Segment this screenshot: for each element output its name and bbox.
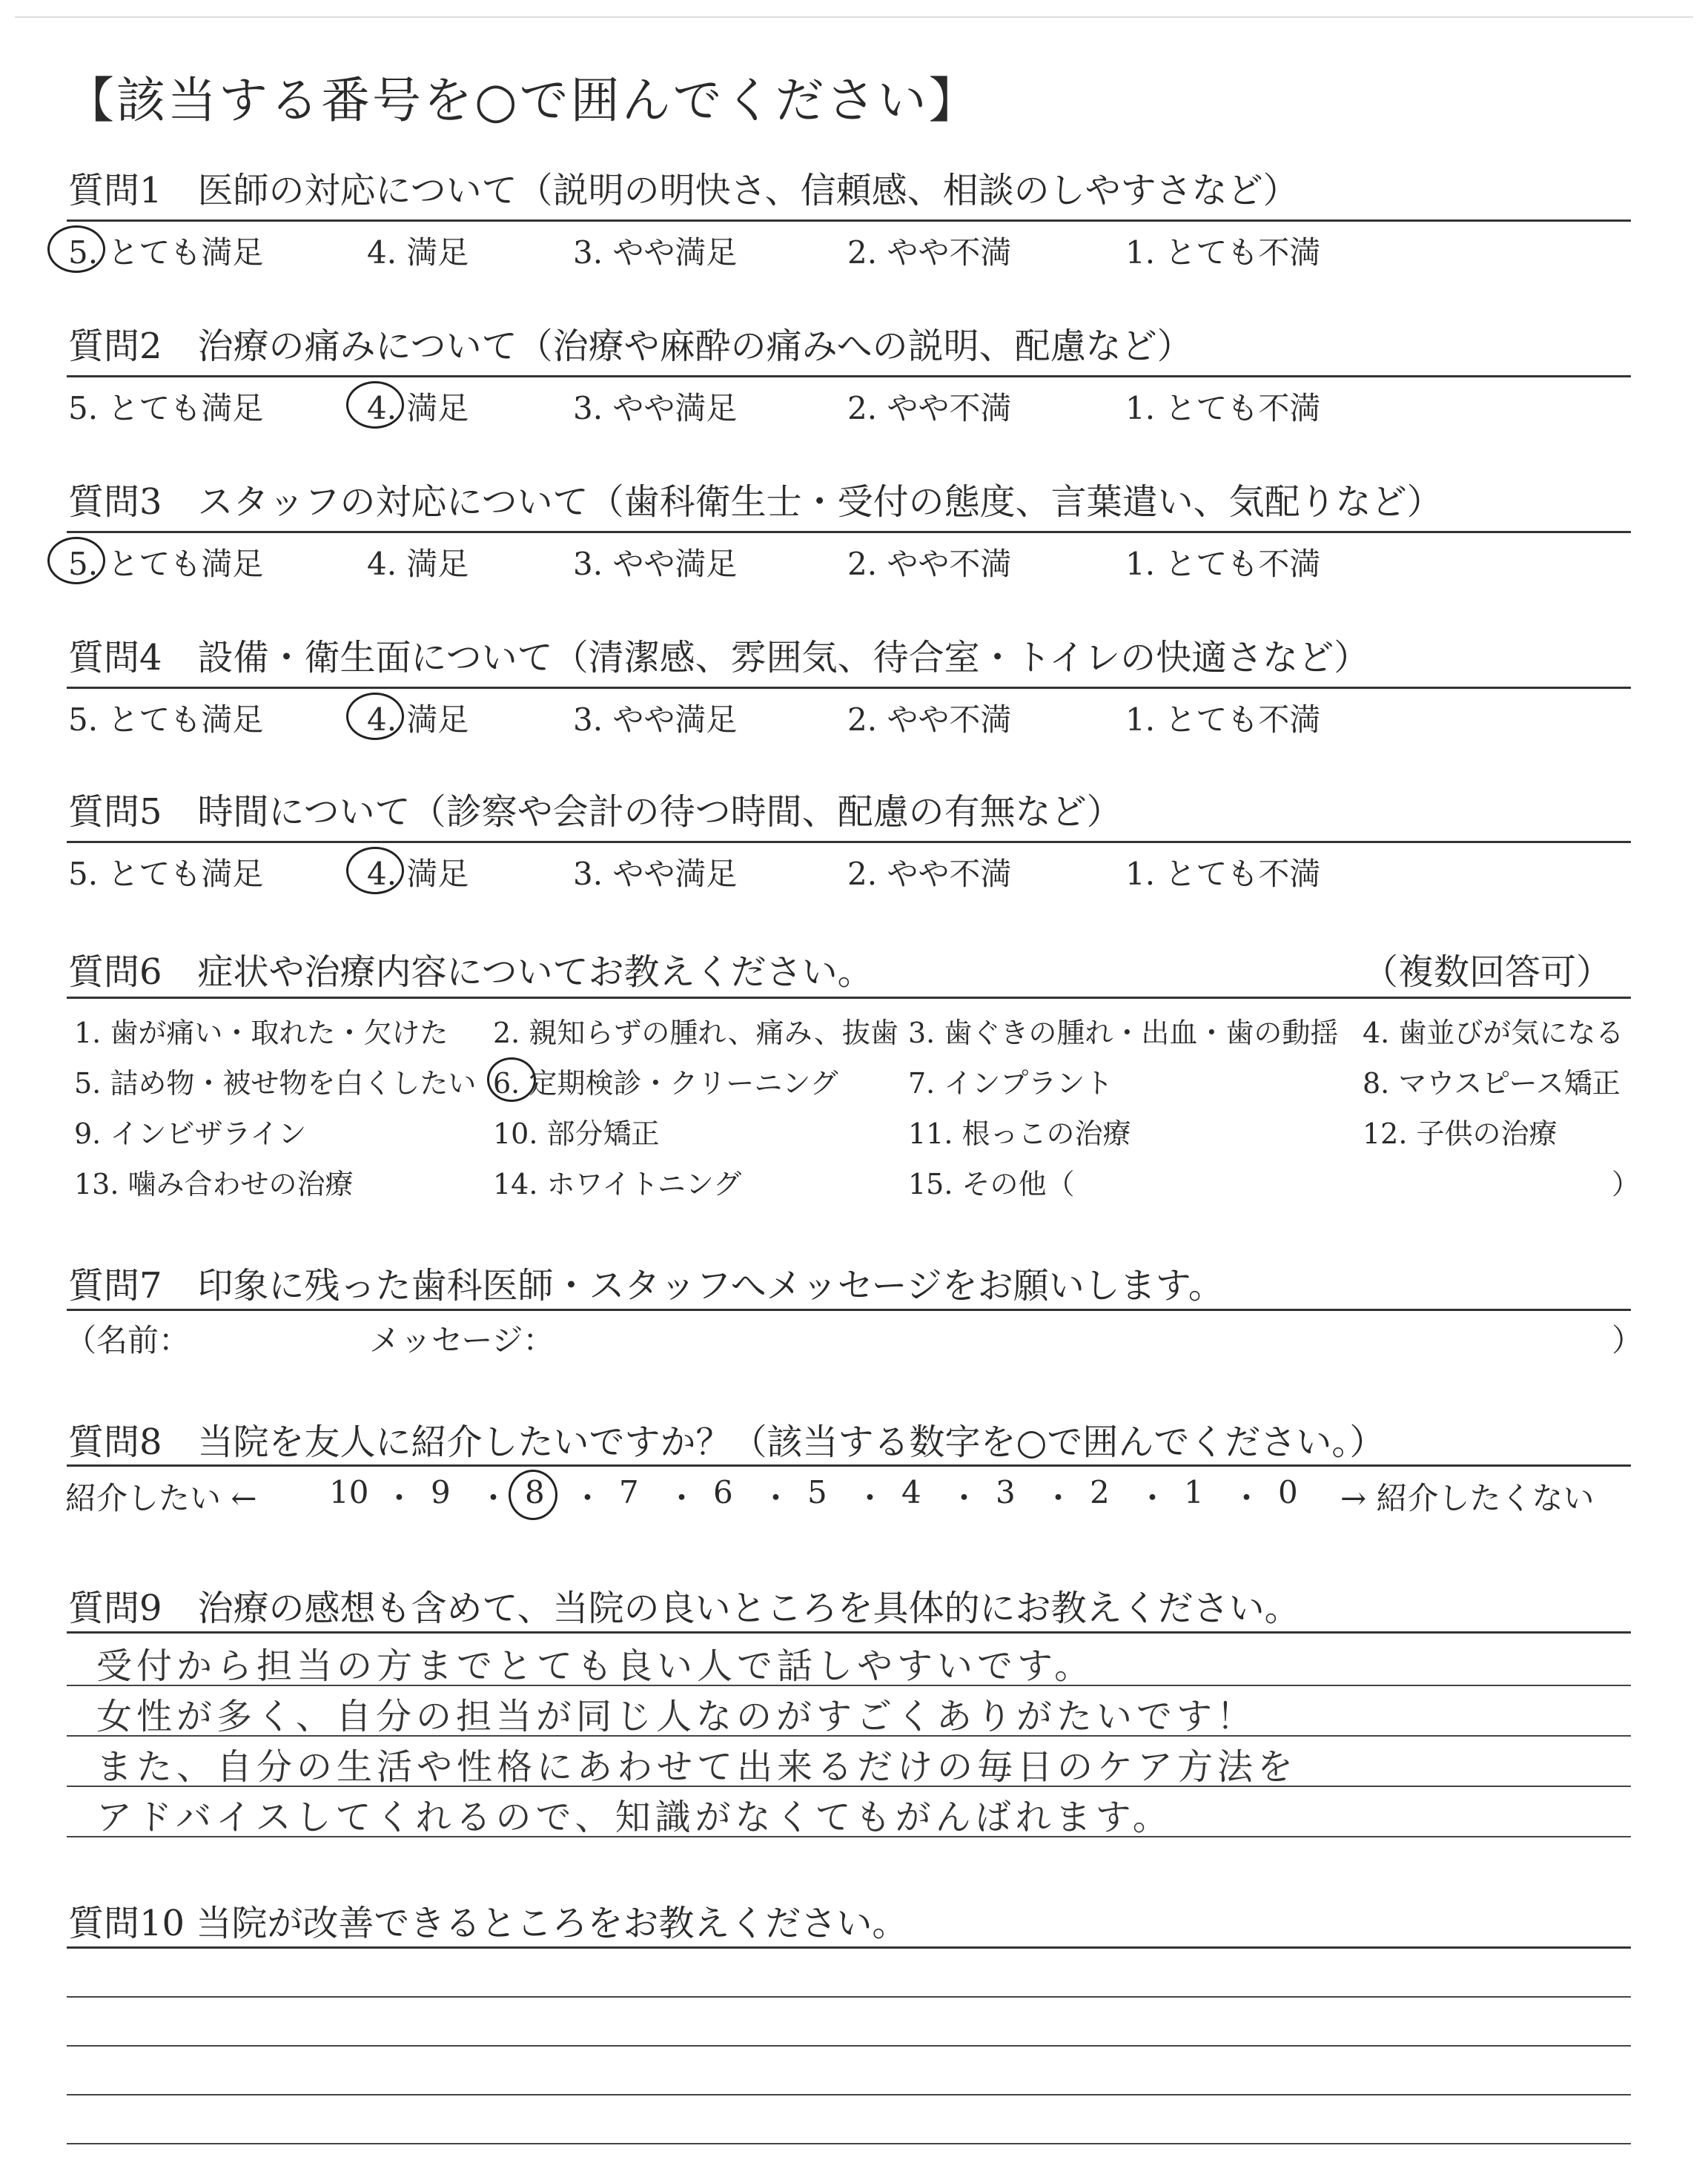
q2-option[interactable]: 1. とても不満 (1125, 390, 1321, 426)
q8-left-label: 紹介したい ← (65, 1480, 257, 1516)
q1-label: 質問1 医師の対応について（説明の明快さ、信頼感、相談のしやすさなど） (68, 170, 1299, 211)
q5-option[interactable]: 2. やや不満 (847, 856, 1012, 892)
q2-option[interactable]: 2. やや不満 (847, 390, 1012, 426)
selected-circle (346, 381, 404, 429)
q6-rule (67, 997, 1631, 999)
q8-separator: ・ (1231, 1480, 1262, 1516)
q10-answer-line (67, 1996, 1631, 1998)
q8-number[interactable]: 10 (329, 1474, 369, 1510)
q8-separator: ・ (948, 1480, 980, 1516)
q6-option[interactable]: 5. 詰め物・被せ物を白くしたい (74, 1067, 477, 1100)
q9-answer-line: 女性が多く、自分の担当が同じ人なのがすごくありがたいです！ (96, 1696, 1257, 1737)
selected-circle (487, 1057, 536, 1102)
q6-option[interactable]: 8. マウスピース矯正 (1363, 1067, 1621, 1100)
q1-option[interactable]: 5. とても満足 (68, 234, 264, 271)
q8-separator: ・ (760, 1480, 792, 1516)
q9-label: 質問9 治療の感想も含めて、当院の良いところを具体的にお教えください。 (68, 1588, 1300, 1629)
q6-option[interactable]: 1. 歯が痛い・取れた・欠けた (74, 1017, 448, 1049)
q6-option[interactable]: 15. その他（ (908, 1168, 1075, 1200)
q9-writing-line (67, 1685, 1631, 1686)
q2-option[interactable]: 5. とても満足 (68, 390, 264, 426)
q4-option[interactable]: 2. やや不満 (847, 701, 1012, 738)
q8-separator: ・ (666, 1480, 698, 1516)
q8-number[interactable]: 2 (1090, 1474, 1110, 1510)
q7-label: 質問7 印象に残った歯科医師・スタッフへメッセージをお願いします。 (68, 1265, 1224, 1307)
q10-answer-line (67, 2143, 1631, 2144)
q6-option[interactable]: 13. 噛み合わせの治療 (74, 1168, 354, 1200)
q8-label: 質問8 当院を友人に紹介したいですか？（該当する数字を○で囲んでください。） (68, 1421, 1386, 1463)
q4-label: 質問4 設備・衛生面について（清潔感、雰囲気、待合室・トイレの快適さなど） (68, 637, 1370, 678)
q4-option[interactable]: 4. 満足 (367, 701, 469, 738)
q4-option[interactable]: 3. やや満足 (573, 701, 738, 738)
q5-rule (67, 841, 1631, 843)
q5-option[interactable]: 1. とても不満 (1125, 856, 1321, 892)
q9-writing-line (67, 1786, 1631, 1787)
q8-number[interactable]: 6 (713, 1474, 733, 1510)
q7-close: ） (1612, 1322, 1644, 1358)
q10-answer-line (67, 2094, 1631, 2095)
q1-option[interactable]: 2. やや不満 (847, 234, 1012, 271)
q5-option[interactable]: 4. 満足 (367, 856, 469, 892)
q6-label: 質問6 症状や治療内容についてお教えください。 (68, 951, 873, 993)
q3-label: 質問3 スタッフの対応について（歯科衛生士・受付の態度、言葉遣い、気配りなど） (68, 481, 1443, 523)
selected-circle (346, 693, 404, 740)
q8-number[interactable]: 7 (619, 1474, 639, 1510)
q2-label: 質問2 治療の痛みについて（治療や麻酔の痛みへの説明、配慮など） (68, 326, 1193, 367)
q6-option[interactable]: 9. インビザライン (74, 1117, 307, 1150)
q6-note: （複数回答可） (1363, 951, 1612, 993)
page-title: 【該当する番号を○で囲んでください】 (65, 72, 980, 129)
selected-circle (509, 1470, 557, 1520)
q9-writing-line (67, 1836, 1631, 1837)
q4-option[interactable]: 5. とても満足 (68, 701, 264, 738)
q1-rule (67, 219, 1631, 222)
q6-option[interactable]: 7. インプラント (908, 1067, 1113, 1100)
q9-answer-line: また、自分の生活や性格にあわせて出来るだけの毎日のケア方法を (96, 1746, 1298, 1788)
q6-option[interactable]: ） (1612, 1168, 1641, 1200)
q9-writing-line (67, 1735, 1631, 1737)
q2-rule (67, 375, 1631, 377)
q10-answer-line (67, 2045, 1631, 2047)
q1-option[interactable]: 3. やや満足 (573, 234, 738, 271)
q8-separator: ・ (854, 1480, 886, 1516)
q7-name-label: （名前： (65, 1322, 191, 1358)
q8-number[interactable]: 4 (901, 1474, 921, 1510)
q3-option[interactable]: 4. 満足 (367, 546, 469, 582)
q3-option[interactable]: 2. やや不満 (847, 546, 1012, 582)
q8-separator: ・ (477, 1480, 509, 1516)
page-top-edge (15, 16, 1693, 18)
q8-separator: ・ (1136, 1480, 1168, 1516)
q10-rule (67, 1946, 1631, 1949)
q8-right-label: → 紹介したくない (1340, 1480, 1595, 1516)
q5-label: 質問5 時間について（診察や会計の待つ時間、配慮の有無など） (68, 791, 1122, 833)
q8-separator: ・ (383, 1480, 415, 1516)
q4-option[interactable]: 1. とても不満 (1125, 701, 1321, 738)
selected-circle (47, 225, 105, 273)
q2-option[interactable]: 3. やや満足 (573, 390, 738, 426)
q9-answer-line: アドバイスしてくれるので、知識がなくてもがんばれます。 (96, 1797, 1173, 1838)
q5-option[interactable]: 3. やや満足 (573, 856, 738, 892)
q2-option[interactable]: 4. 満足 (367, 390, 469, 426)
q6-option[interactable]: 2. 親知らずの腫れ、痛み、抜歯 (493, 1017, 898, 1049)
q6-option[interactable]: 12. 子供の治療 (1363, 1117, 1558, 1150)
q6-option[interactable]: 3. 歯ぐきの腫れ・出血・歯の動揺 (908, 1017, 1339, 1049)
q6-option[interactable]: 6. 定期検診・クリーニング (493, 1067, 838, 1100)
q7-rule (67, 1309, 1631, 1311)
q6-option[interactable]: 14. ホワイトニング (493, 1168, 742, 1200)
q8-number[interactable]: 9 (431, 1474, 451, 1510)
q1-option[interactable]: 1. とても不満 (1125, 234, 1321, 271)
q10-label: 質問10 当院が改善できるところをお教えください。 (68, 1903, 908, 1944)
selected-circle (47, 537, 105, 584)
q6-option[interactable]: 11. 根っこの治療 (908, 1117, 1131, 1150)
q8-number[interactable]: 0 (1278, 1474, 1298, 1510)
q4-rule (67, 687, 1631, 689)
q9-rule (67, 1631, 1631, 1634)
q6-option[interactable]: 4. 歯並びが気になる (1363, 1017, 1624, 1049)
q3-option[interactable]: 3. やや満足 (573, 546, 738, 582)
q6-option[interactable]: 10. 部分矯正 (493, 1117, 660, 1150)
q9-answer-line: 受付から担当の方までとても良い人で話しやすいです。 (96, 1645, 1095, 1687)
q1-option[interactable]: 4. 満足 (367, 234, 469, 271)
q7-message-label: メッセージ： (369, 1322, 555, 1358)
q8-separator: ・ (572, 1480, 603, 1516)
q3-rule (67, 531, 1631, 533)
q8-rule (67, 1464, 1631, 1467)
q8-separator: ・ (1042, 1480, 1074, 1516)
q8-number[interactable]: 5 (807, 1474, 827, 1510)
q8-number[interactable]: 8 (525, 1474, 545, 1510)
q8-number[interactable]: 1 (1184, 1474, 1204, 1510)
selected-circle (346, 847, 404, 894)
q3-option[interactable]: 1. とても不満 (1125, 546, 1321, 582)
q5-option[interactable]: 5. とても満足 (68, 856, 264, 892)
q3-option[interactable]: 5. とても満足 (68, 546, 264, 582)
q8-number[interactable]: 3 (996, 1474, 1016, 1510)
